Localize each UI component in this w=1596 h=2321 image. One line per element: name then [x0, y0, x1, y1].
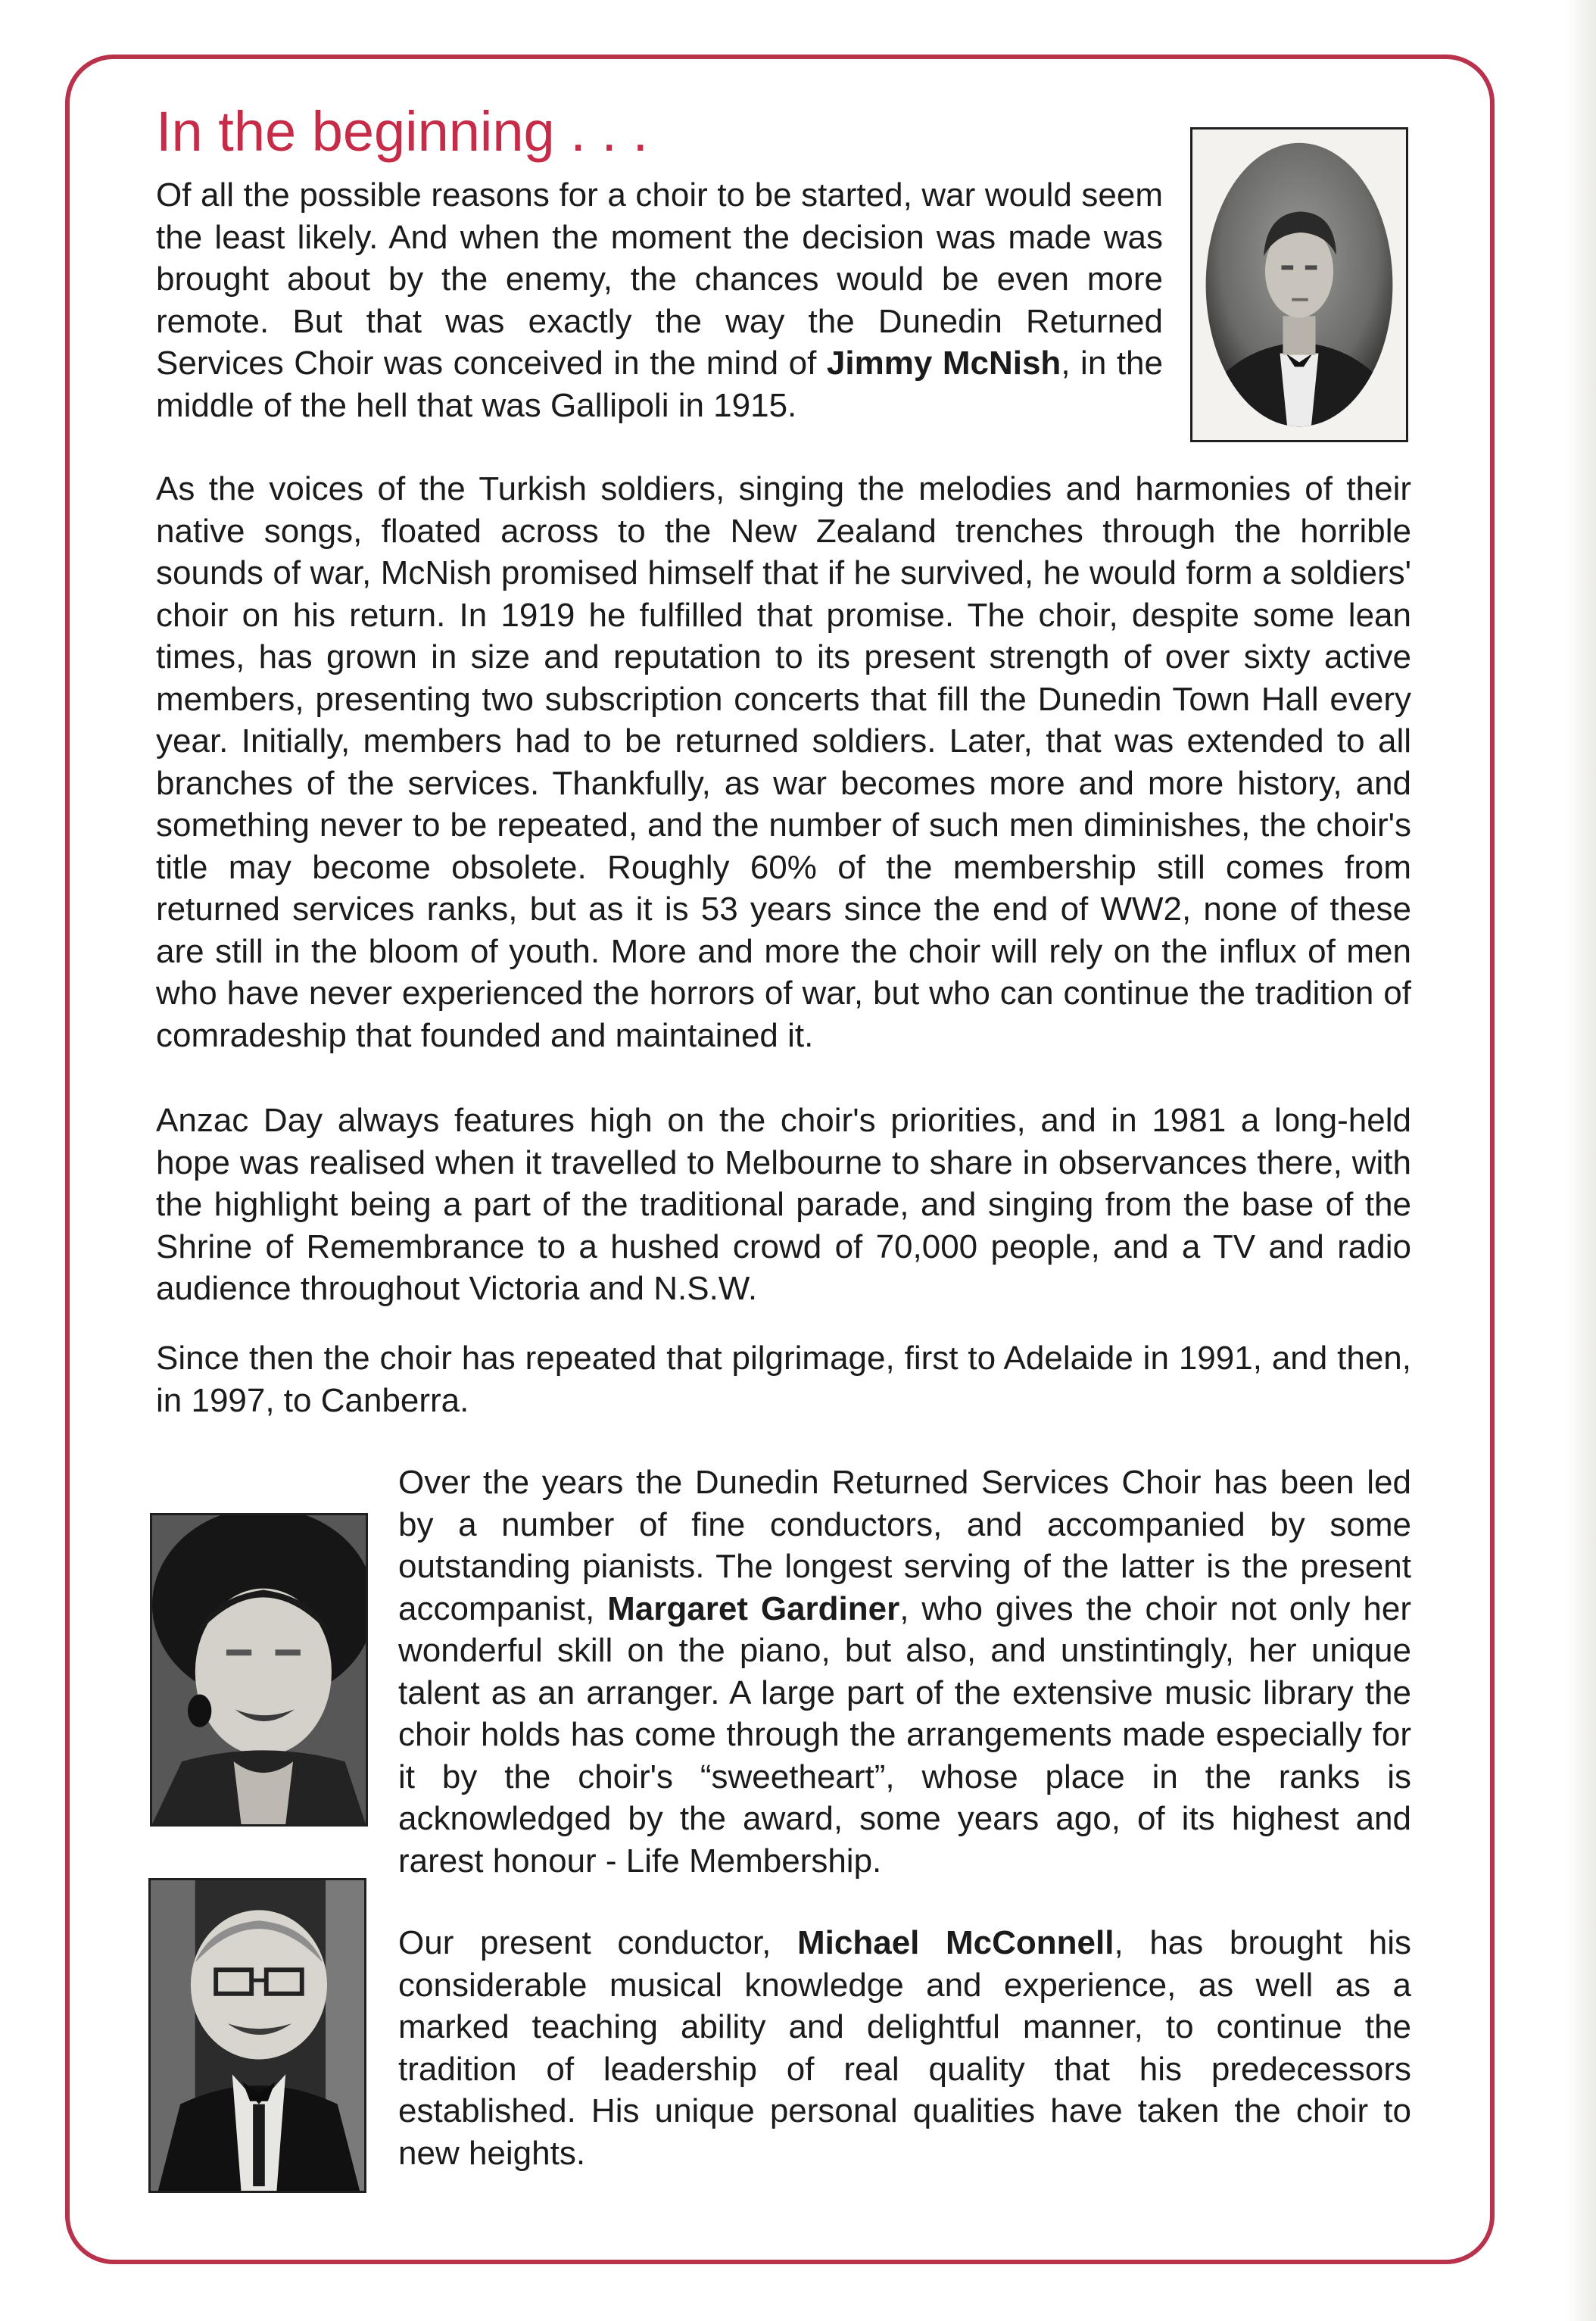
intro-paragraph: Of all the possible reasons for a choir to be started, war would seem the least likely. And when the moment the decision was made was brought about by the enemy, the chances would be even more remote. But that was exactly the way the Dunedin Returned Services Choir was conceived in the mind of Jimmy McNish, in the middle of the hell that was Gallipoli in 1915.	[156, 176, 1163, 424]
person-name-margaret-gardiner: Margaret Gardiner	[607, 1589, 900, 1627]
photo-michael-mcconnell	[148, 1878, 366, 2193]
oval-portrait-image	[1192, 129, 1406, 440]
photo-margaret-gardiner	[150, 1513, 368, 1827]
conductor-paragraph: Our present conductor, Michael McConnell, has brought his considerable musical knowledge and experience, as well as a marked teaching ability and delightful manner, to continue the tradition of leadership of real quality that his predecessors established. His unique personal qualities have taken the choir to new heights.	[398, 1924, 1411, 2172]
page-title: In the beginning . . .	[156, 100, 649, 163]
person-name-jimmy-mcnish: Jimmy McNish	[826, 345, 1061, 382]
person-name-michael-mcconnell: Michael McConnell	[797, 1924, 1114, 1961]
body-paragraph-3: Anzac Day always features high on the choir's priorities, and in 1981 a long-held hope was realised when it travelled to Melbourne to share in observances there, with the highlight being a part of the traditional parade, and singing from the base of the Shrine of Remembrance to a hushed crowd of 70,000 people, and a TV and radio audience throughout Victoria and N.S.W.	[156, 1102, 1411, 1307]
photo-image	[151, 1880, 364, 2191]
photo-image	[152, 1515, 366, 1824]
body-paragraph-4: Since then the choir has repeated that pilgrimage, first to Adelaide in 1991, and then, in 1997, to Canberra.	[156, 1340, 1411, 1419]
page-edge-shadow	[1566, 0, 1596, 2321]
body-paragraph-2: As the voices of the Turkish soldiers, singing the melodies and harmonies of their native songs, floated across to the New Zealand trenches through the horrible sounds of war, McNish promised himself that if he survived, he would form a soldiers' choir on his return. In 1919 he fulfilled that promise. The choir, despite some lean times, has grown in size and reputation to its present strength of over sixty active members, presenting two subscription concerts that fill the Dunedin Town Hall every year. Initially, members had to be returned soldiers. Later, that was extended to all branches of the services. Thankfully, as war becomes more and more history, and something never to be repeated, and the number of such men diminishes, the choir's title may become obsolete. Roughly 60% of the membership still comes from returned services ranks, but as it is 53 years since the end of WW2, none of these are still in the bloom of youth. More and more the choir will rely on the influx of men who have never experienced the horrors of war, but who can continue the tradition of comradeship that founded and maintained it.	[156, 470, 1411, 1054]
portrait-jimmy-mcnish	[1190, 127, 1408, 442]
accompanist-paragraph: Over the years the Dunedin Returned Services Choir has been led by a number of fine conductors, and accompanied by some outstanding pianists. The longest serving of the latter is the present accompanist, Margaret Gardiner, who gives the choir not only her wonderful skill on the piano, but also, and unstintingly, her unique talent as an arranger. A large part of the extensive music library the choir holds has come through the arrangements made especially for it by the choir's “sweetheart”, whose place in the ranks is acknowledged by the award, some years ago, of its highest and rarest honour - Life Membership.	[398, 1464, 1411, 1880]
